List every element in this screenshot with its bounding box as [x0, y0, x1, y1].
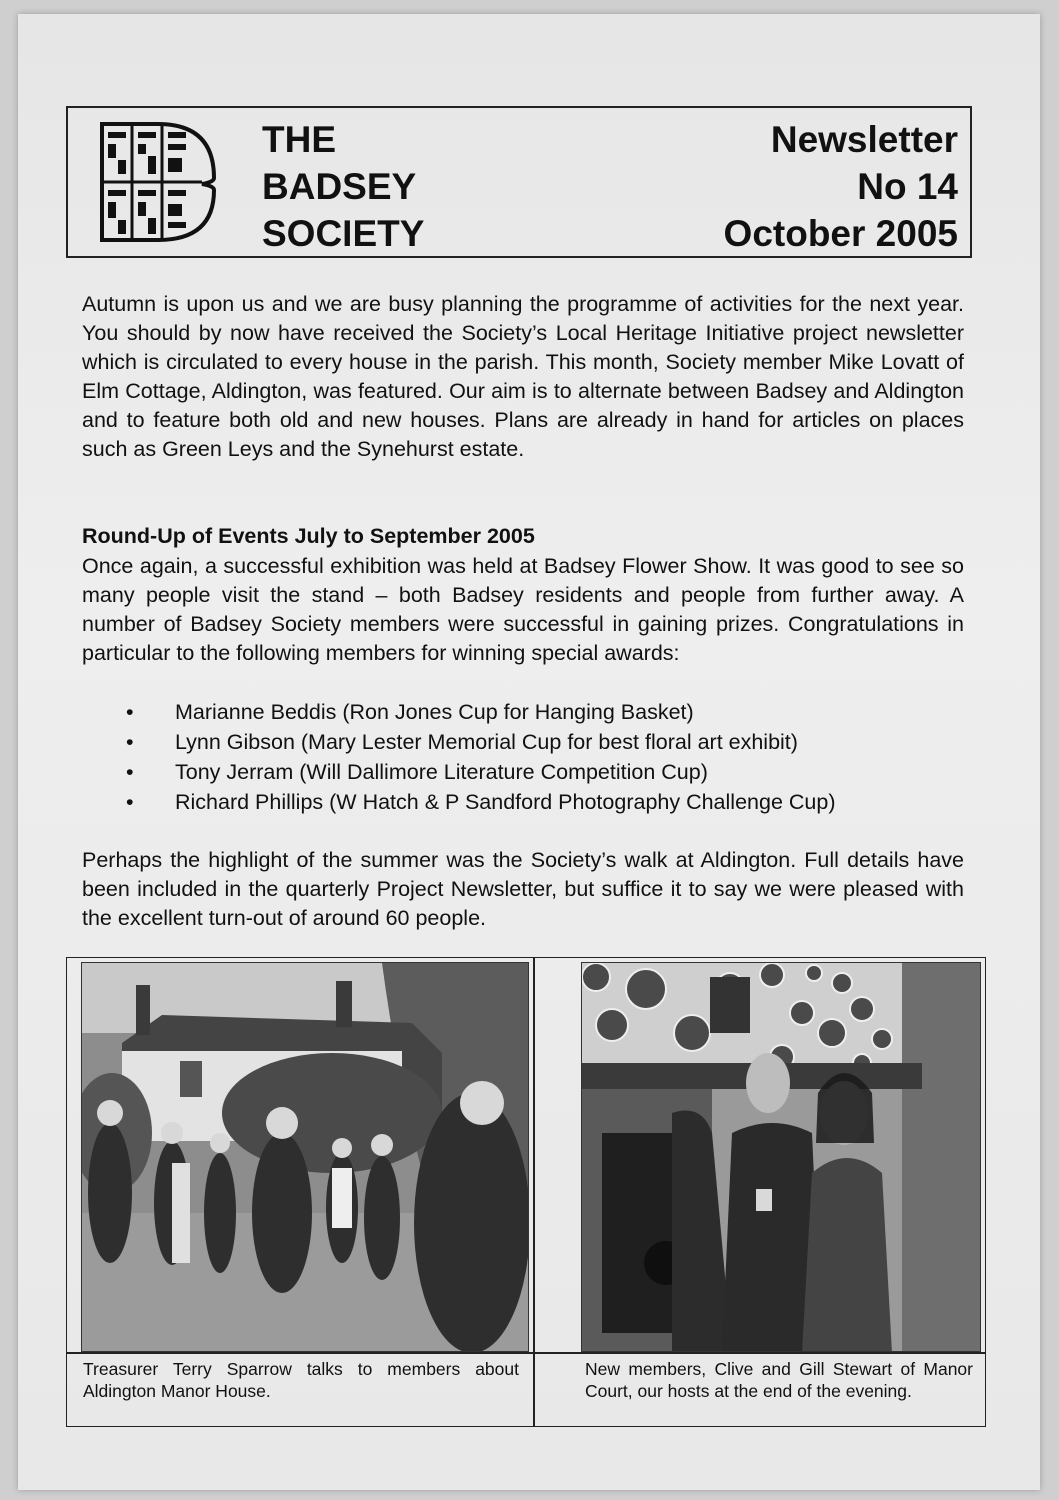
- photo-new-members: [581, 962, 981, 1352]
- bullet: •: [126, 790, 134, 814]
- photo-panel: [66, 957, 986, 1427]
- walk-paragraph: Perhaps the highlight of the summer was the Society’s walk at Aldington. Full details have been included in the quarterly Project Newsletter, but suffice it to say we were pleased with the excellent turn-out of around 60 people.: [82, 848, 964, 930]
- intro-paragraph: Autumn is upon us and we are busy planning the programme of activities for the next year. You should by now have received the Society’s Local Heritage Initiative project newsletter which is circulated to every house in the parish. This month, Society member Mike Lovatt of Elm Cottage, Aldington, was featured. Our aim is to alternate between Badsey and Aldington and to feature both old and new houses. Plans are already in hand for articles on places such as Green Leys and the Synehurst estate.: [82, 292, 964, 461]
- left-photo-caption: Treasurer Terry Sparrow talks to members about Aldington Manor House.: [83, 1359, 519, 1401]
- bullet: •: [126, 700, 134, 724]
- photo-divider: [533, 958, 535, 1426]
- list-item: [82, 787, 964, 817]
- roundup-heading: Round-Up of Events July to September 2005: [82, 524, 535, 548]
- award-text: Marianne Beddis (Ron Jones Cup for Hanging Basket): [175, 700, 694, 724]
- bullet: •: [126, 730, 134, 754]
- awards-list: [82, 697, 964, 817]
- caption-rule: [67, 1352, 985, 1354]
- society-name: [262, 116, 424, 257]
- walk-photo-image: [82, 963, 529, 1352]
- issue-number: No 14: [857, 166, 958, 207]
- award-text: Tony Jerram (Will Dallimore Literature Competition Cup): [175, 760, 708, 784]
- issue-date: October 2005: [723, 213, 958, 254]
- award-text: Lynn Gibson (Mary Lester Memorial Cup for best floral art exhibit): [175, 730, 798, 754]
- badsey-society-logo: [98, 120, 218, 244]
- society-name-line: SOCIETY: [262, 213, 425, 254]
- list-item: [82, 727, 964, 757]
- society-name-line: BADSEY: [262, 166, 417, 207]
- right-photo-caption: New members, Clive and Gill Stewart of Manor Court, our hosts at the end of the evening.: [585, 1359, 973, 1401]
- list-item: [82, 757, 964, 787]
- bullet: •: [126, 760, 134, 784]
- award-text: Richard Phillips (W Hatch & P Sandford Photography Challenge Cup): [175, 790, 836, 814]
- newsletter-label: Newsletter: [770, 119, 958, 160]
- photo-walk-aldington: [81, 962, 529, 1352]
- society-name-line: THE: [262, 119, 336, 160]
- members-photo-image: [582, 963, 981, 1352]
- masthead: [66, 106, 972, 258]
- issue-info: [724, 116, 958, 257]
- list-item: [82, 697, 964, 727]
- roundup-paragraph: Once again, a successful exhibition was held at Badsey Flower Show. It was good to see so many people visit the stand – both Badsey residents and people from further away. A number of Badsey Society members were successful in gaining prizes. Congratulations in particular to the following members for winning special awards:: [82, 554, 964, 665]
